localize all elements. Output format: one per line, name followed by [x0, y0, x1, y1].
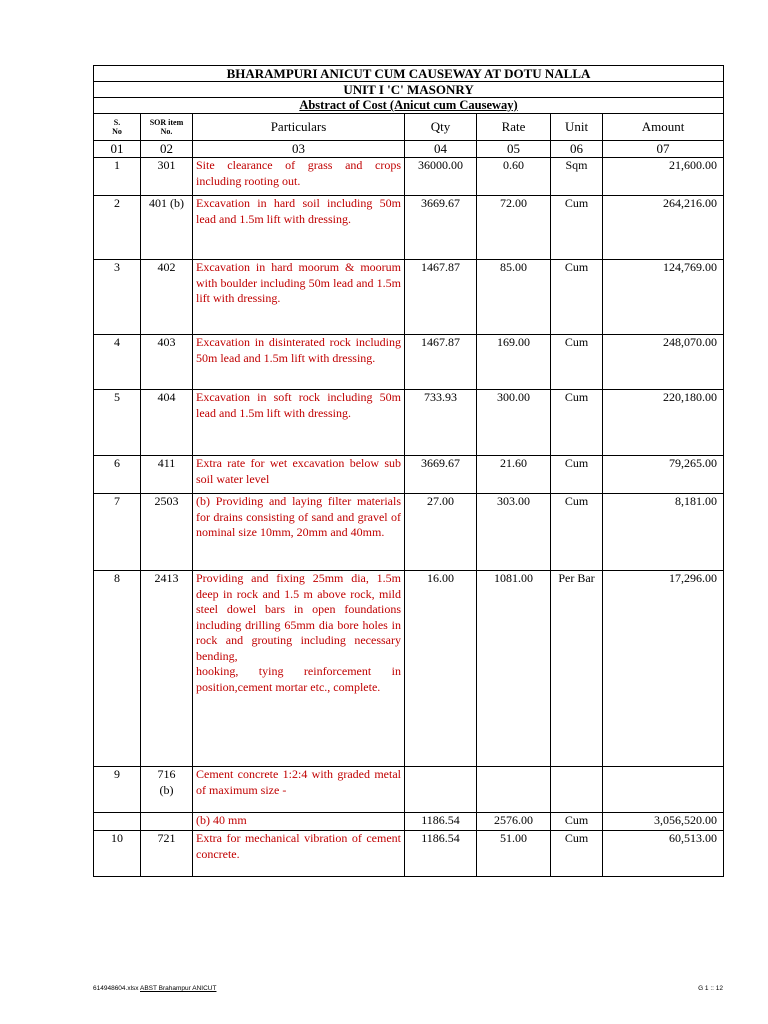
col-header-amount: Amount [603, 114, 724, 141]
footer-page: G 1 :: 12 [698, 985, 723, 992]
unit-title: UNIT I 'C' MASONRY [94, 82, 724, 98]
row-sor-item: 2503 [141, 494, 193, 571]
row-unit: Cum [551, 335, 603, 390]
row-unit: Cum [551, 196, 603, 260]
row-rate: 85.00 [477, 260, 551, 335]
col-number-5: 05 [477, 141, 551, 158]
row-qty: 3669.67 [405, 456, 477, 494]
row-qty: 1467.87 [405, 335, 477, 390]
col-header-qty: Qty [405, 114, 477, 141]
table-row [94, 196, 724, 260]
row-particulars: Excavation in hard moorum & moorum with boulder including 50m lead and 1.5m lift with dressing. [193, 260, 405, 335]
col-number-4: 04 [405, 141, 477, 158]
row-sor-item: 403 [141, 335, 193, 390]
table-row [94, 260, 724, 335]
row-sor-item: 402 [141, 260, 193, 335]
col-header-unit: Unit [551, 114, 603, 141]
row-amount: 220,180.00 [603, 390, 724, 456]
col-number-6: 06 [551, 141, 603, 158]
row-particulars: Extra rate for wet excavation below sub soil water level [193, 456, 405, 494]
row-sno: 7 [94, 494, 141, 571]
row-particulars: Extra for mechanical vibration of cement concrete. [193, 831, 405, 877]
col-header-sno-text: S. No [112, 118, 122, 136]
row-rate: 303.00 [477, 494, 551, 571]
row-unit: Cum [551, 390, 603, 456]
col-number-2: 02 [141, 141, 193, 158]
footer-file: 614948604.xlsx [93, 985, 139, 992]
col-number-7: 07 [603, 141, 724, 158]
table-row [94, 813, 724, 831]
row-qty: 36000.00 [405, 158, 477, 196]
table-row [94, 571, 724, 767]
row-amount: 124,769.00 [603, 260, 724, 335]
row-rate: 0.60 [477, 158, 551, 196]
row-sno: 6 [94, 456, 141, 494]
row-sno: 9 [94, 767, 141, 813]
row-sno: 8 [94, 571, 141, 767]
row-particulars: Cement concrete 1:2:4 with graded metal of maximum size - [193, 767, 405, 813]
row-unit: Cum [551, 494, 603, 571]
col-number-3: 03 [193, 141, 405, 158]
row-particulars: Site clearance of grass and crops including rooting out. [193, 158, 405, 196]
row-sor-item: 721 [141, 831, 193, 877]
row-rate: 21.60 [477, 456, 551, 494]
row-rate: 169.00 [477, 335, 551, 390]
row-particulars: (b) 40 mm [193, 813, 405, 831]
row-qty: 733.93 [405, 390, 477, 456]
row-sor-item: 716 (b) [141, 767, 193, 813]
row-sor-item: 301 [141, 158, 193, 196]
row-unit: Per Bar [551, 571, 603, 767]
row-unit: Cum [551, 260, 603, 335]
row-sno: 1 [94, 158, 141, 196]
row-qty: 1186.54 [405, 831, 477, 877]
row-amount: 248,070.00 [603, 335, 724, 390]
table-row [94, 335, 724, 390]
row-sno [94, 813, 141, 831]
row-sor-item: 2413 [141, 571, 193, 767]
table-row [94, 390, 724, 456]
row-sno: 3 [94, 260, 141, 335]
row-amount: 3,056,520.00 [603, 813, 724, 831]
col-header-rate: Rate [477, 114, 551, 141]
row-qty: 16.00 [405, 571, 477, 767]
sheet-title: BHARAMPURI ANICUT CUM CAUSEWAY AT DOTU NALLA [94, 66, 724, 82]
row-rate [477, 767, 551, 813]
row-amount: 79,265.00 [603, 456, 724, 494]
row-qty [405, 767, 477, 813]
row-particulars: Excavation in soft rock including 50m lead and 1.5m lift with dressing. [193, 390, 405, 456]
row-sor-item: 411 [141, 456, 193, 494]
table-row [94, 767, 724, 813]
col-number-1: 01 [94, 141, 141, 158]
row-rate: 51.00 [477, 831, 551, 877]
row-rate: 2576.00 [477, 813, 551, 831]
row-sno: 4 [94, 335, 141, 390]
row-amount: 17,296.00 [603, 571, 724, 767]
row-amount [603, 767, 724, 813]
row-qty: 3669.67 [405, 196, 477, 260]
row-unit: Cum [551, 831, 603, 877]
footer-left [93, 985, 216, 992]
row-qty: 27.00 [405, 494, 477, 571]
col-header-sor [141, 114, 193, 141]
row-rate: 72.00 [477, 196, 551, 260]
row-sor-item: 401 (b) [141, 196, 193, 260]
col-header-sno [94, 114, 141, 141]
row-sno: 10 [94, 831, 141, 877]
row-particulars: (b) Providing and laying filter materials for drains consisting of sand and gravel of nominal size 10mm, 20mm and 40mm. [193, 494, 405, 571]
abstract-subtitle: Abstract of Cost (Anicut cum Causeway) [94, 98, 724, 114]
row-sno: 5 [94, 390, 141, 456]
row-qty: 1186.54 [405, 813, 477, 831]
row-sno: 2 [94, 196, 141, 260]
row-unit [551, 767, 603, 813]
row-unit: Sqm [551, 158, 603, 196]
row-rate: 300.00 [477, 390, 551, 456]
col-header-sor-text: SOR item No. [149, 118, 184, 136]
row-unit: Cum [551, 813, 603, 831]
row-unit: Cum [551, 456, 603, 494]
table-row [94, 494, 724, 571]
row-particulars: Excavation in hard soil including 50m lead and 1.5m lift with dressing. [193, 196, 405, 260]
row-rate: 1081.00 [477, 571, 551, 767]
row-sor-item: 404 [141, 390, 193, 456]
row-amount: 264,216.00 [603, 196, 724, 260]
row-particulars: Excavation in disinterated rock including 50m lead and 1.5m lift with dressing. [193, 335, 405, 390]
table-row [94, 831, 724, 877]
abstract-of-cost-table [93, 65, 724, 877]
row-amount: 60,513.00 [603, 831, 724, 877]
table-row [94, 456, 724, 494]
row-qty: 1467.87 [405, 260, 477, 335]
col-header-particulars: Particulars [193, 114, 405, 141]
table-row [94, 158, 724, 196]
row-particulars: Providing and fixing 25mm dia, 1.5m deep in rock and 1.5 m above rock, mild steel dowel bars in open foundations including drilling 65mm dia bore holes in rock and grouting including necessary bending, hooking, tying reinforcement in position,cement mortar etc., complete. [193, 571, 405, 767]
footer-sheet-name: ABST Brahampur ANICUT [140, 985, 217, 992]
row-sor-item [141, 813, 193, 831]
row-amount: 8,181.00 [603, 494, 724, 571]
row-amount: 21,600.00 [603, 158, 724, 196]
